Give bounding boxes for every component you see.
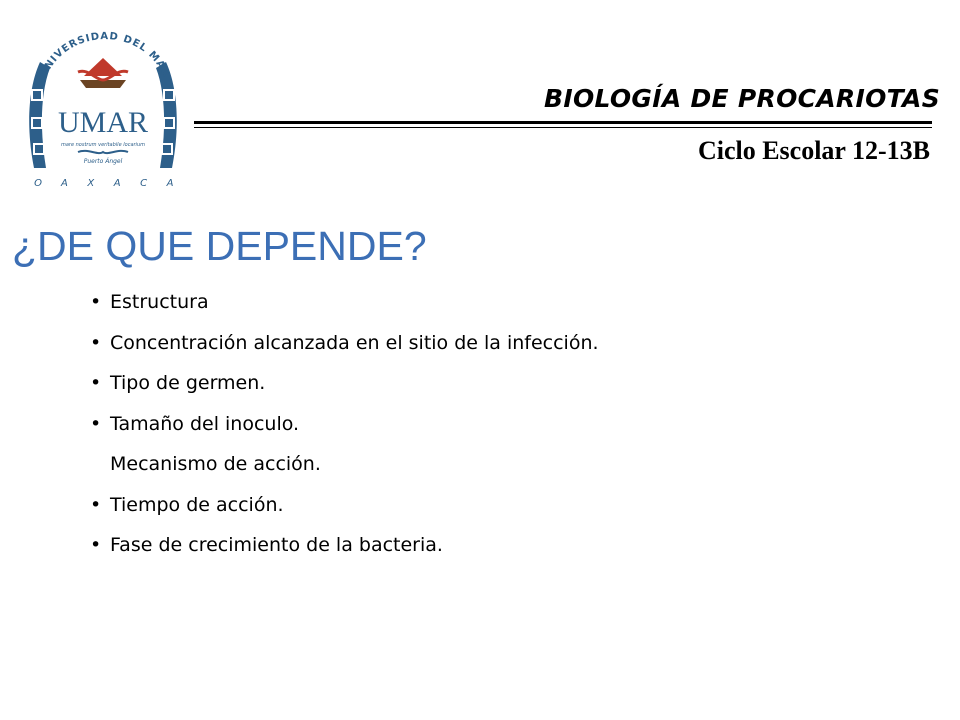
list-item bbox=[90, 282, 599, 323]
header-rule-thin bbox=[194, 127, 932, 128]
logo-frame-right bbox=[156, 62, 177, 168]
logo-motto: mare nostrum veritabile locarium bbox=[60, 142, 146, 148]
list-item-text: Tiempo de acción. bbox=[110, 493, 284, 516]
list-item bbox=[90, 363, 599, 404]
logo-arc-text: UNIVERSIDAD DEL MAR bbox=[38, 31, 172, 80]
bullet-glyph: • bbox=[90, 412, 102, 435]
bullet-glyph: • bbox=[90, 534, 102, 556]
list-item-text: Tipo de germen. bbox=[110, 372, 266, 394]
logo-campus: Puerto Ángel bbox=[83, 158, 123, 165]
logo-state-letter: O bbox=[34, 178, 42, 189]
list-item-text: Tamaño del inoculo. bbox=[110, 412, 300, 435]
logo-state-letter: A bbox=[60, 178, 68, 189]
bullet-list bbox=[90, 282, 599, 566]
course-title: BIOLOGÍA DE PROCARIOTAS bbox=[544, 84, 940, 113]
list-item bbox=[90, 525, 599, 566]
list-item-text: Mecanismo de acción. bbox=[110, 453, 321, 475]
logo-state-letter: X bbox=[87, 178, 95, 189]
logo-state-name bbox=[34, 178, 174, 189]
logo-state-letter: A bbox=[166, 178, 174, 189]
list-item bbox=[90, 444, 599, 485]
logo-state-letter: A bbox=[113, 178, 121, 189]
university-logo bbox=[18, 28, 188, 196]
logo-monogram: UMAR bbox=[57, 106, 149, 139]
school-cycle: Ciclo Escolar 12-13B bbox=[697, 136, 930, 165]
slide-heading: ¿DE QUE DEPENDE? bbox=[12, 223, 427, 269]
logo-state-letter: C bbox=[140, 178, 148, 189]
list-item-text: Estructura bbox=[110, 291, 209, 313]
bullet-glyph: • bbox=[90, 372, 102, 394]
bullet-glyph: • bbox=[90, 331, 102, 354]
header-rule-thick bbox=[194, 121, 932, 124]
list-item bbox=[90, 485, 599, 526]
list-item bbox=[90, 323, 599, 364]
list-item-text: Concentración alcanzada en el sitio de la infección. bbox=[110, 331, 599, 354]
bullet-glyph: • bbox=[90, 291, 102, 313]
list-item-text: Fase de crecimiento de la bacteria. bbox=[110, 534, 443, 556]
bullet-glyph: • bbox=[90, 493, 102, 516]
list-item bbox=[90, 404, 599, 445]
